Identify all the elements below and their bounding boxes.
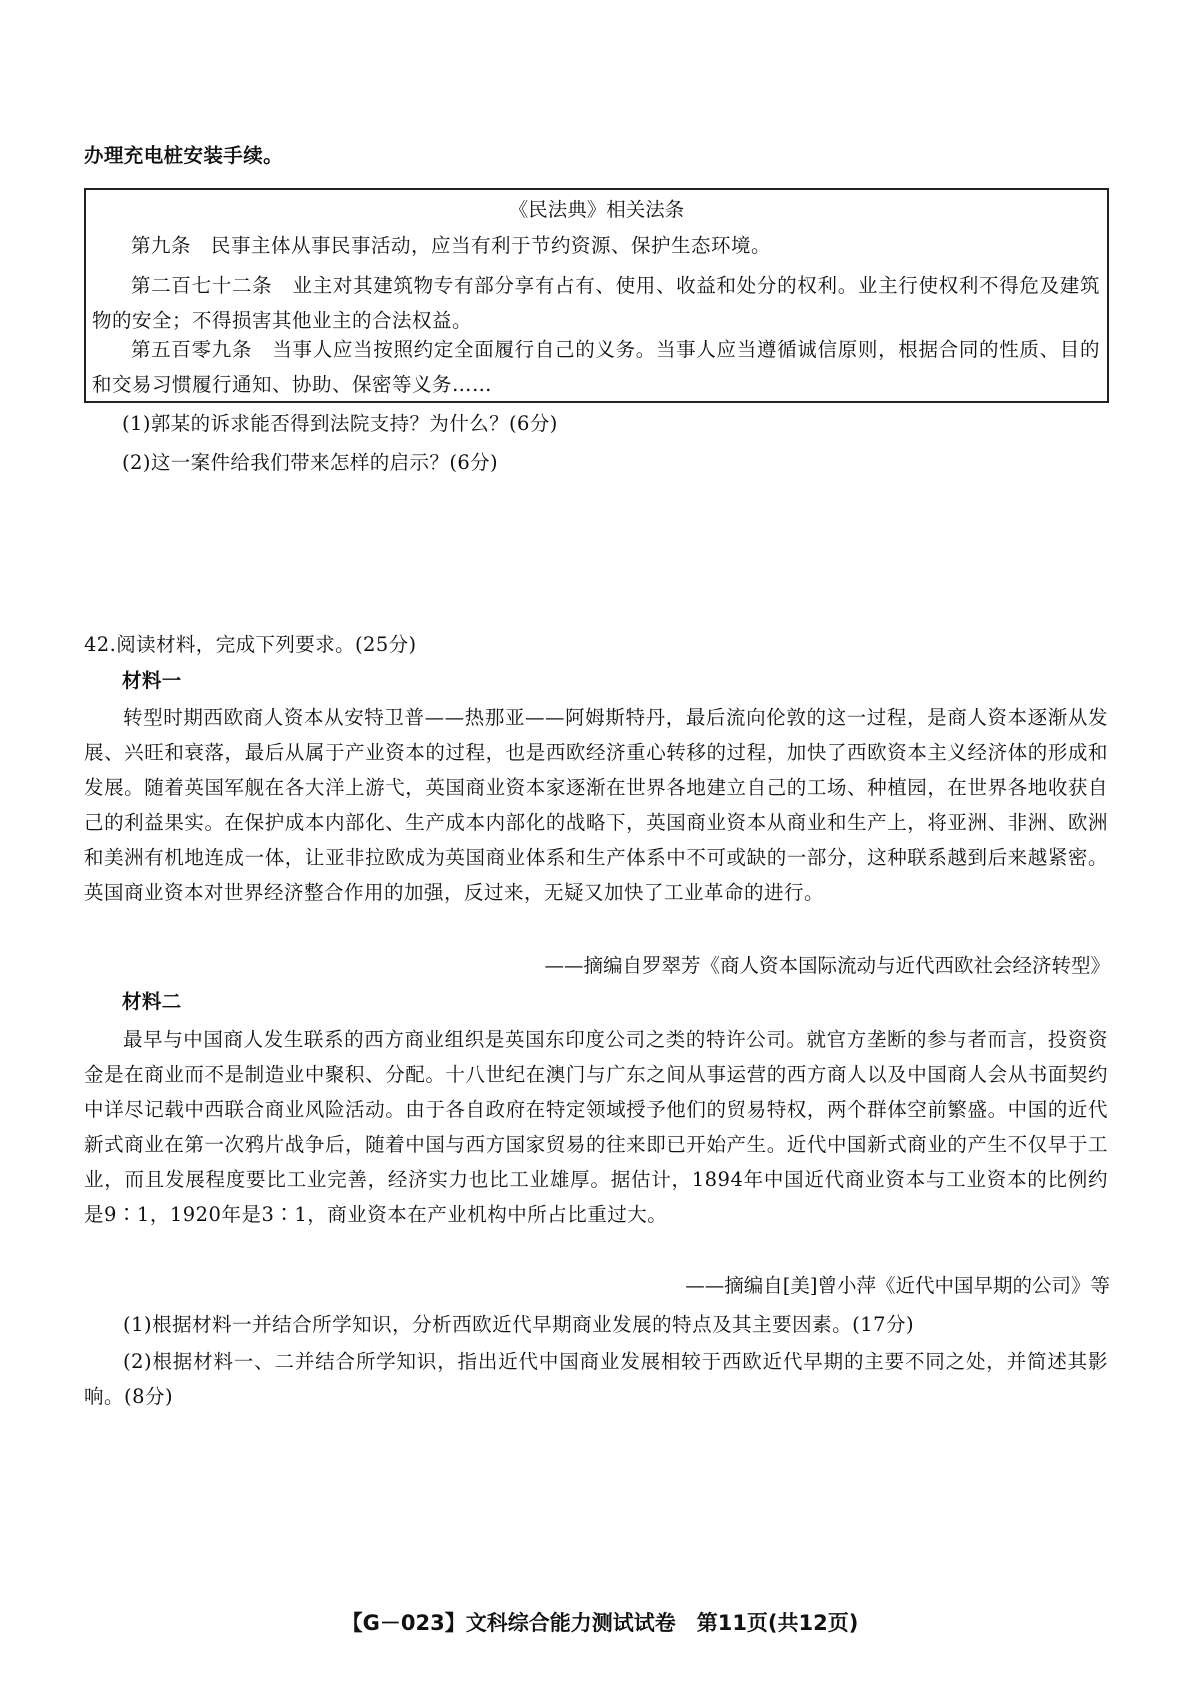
question-42-stem: 42.阅读材料，完成下列要求。(25分) [84,633,417,656]
material-1-source: ——摘编自罗翠芳《商人资本国际流动与近代西欧社会经济转型》 [544,954,1110,977]
material-2-source: ——摘编自[美]曾小萍《近代中国早期的公司》等 [685,1274,1110,1297]
material-1-text: 转型时期西欧商人资本从安特卫普——热那亚——阿姆斯特丹，最后流向伦敦的这一过程，是商人资本逐渐从发展、兴旺和衰落，最后从属于产业资本的过程，也是西欧经济重心转移的过程，加快了西欧资本主义经济体的形成和发展。随着英国军舰在各大洋上游弋，英国商业资本家逐渐在世界各地建立自己的工场、种植园，在世界各地收获自己的利益果实。在保护成本内部化、生产成本内部化的战略下，英国商业资本从商业和生产上，将亚洲、非洲、欧洲和美洲有机地连成一体，让亚非拉欧成为英国商业体系和生产体系中不可或缺的一部分，这种联系越到后来越紧密。英国商业资本对世界经济整合作用的加强，反过来，无疑又加快了工业革命的进行。 [84,706,1108,904]
question-42-sub1: (1)根据材料一并结合所学知识，分析西欧近代早期商业发展的特点及其主要因素。(17分) [123,1313,915,1336]
page-footer: 【G－023】文科综合能力测试试卷 第11页(共12页) [341,1611,859,1635]
question-42-sub2: (2)根据材料一、二并结合所学知识，指出近代中国商业发展相较于西欧近代早期的主要不同之处，并简述其影响。(8分) [84,1350,1108,1408]
law-article: 第五百零九条 当事人应当按照约定全面履行自己的义务。当事人应当遵循诚信原则，根据合同的性质、目的和交易习惯履行通知、协助、保密等义务…… [92,338,1100,396]
law-box-title: 《民法典》相关法条 [508,198,685,221]
material-2-label: 材料二 [122,990,182,1013]
question-41-sub1: (1)郭某的诉求能否得到法院支持？为什么？(6分) [122,412,558,435]
top-line: 办理充电桩安装手续。 [84,144,284,167]
law-article: 第九条 民事主体从事民事活动，应当有利于节约资源、保护生态环境。 [131,234,772,257]
question-41-sub2: (2)这一案件给我们带来怎样的启示？(6分) [122,451,499,474]
law-articles-box [84,188,1109,403]
material-1-label: 材料一 [122,669,182,692]
material-2-text: 最早与中国商人发生联系的西方商业组织是英国东印度公司之类的特许公司。就官方垄断的参与者而言，投资资金是在商业而不是制造业中聚积、分配。十八世纪在澳门与广东之间从事运营的西方商人以及中国商人会从书面契约中详尽记载中西联合商业风险活动。由于各自政府在特定领域授予他们的贸易特权，两个群体空前繁盛。中国的近代新式商业在第一次鸦片战争后，随着中国与西方国家贸易的往来即已开始产生。近代中国新式商业的产生不仅早于工业，而且发展程度要比工业完善，经济实力也比工业雄厚。据估计，1894年中国近代商业资本与工业资本的比例约是9∶1，1920年是3∶1，商业资本在产业机构中所占比重过大。 [84,1028,1108,1226]
law-article: 第二百七十二条 业主对其建筑物专有部分享有占有、使用、收益和处分的权利。业主行使权利不得危及建筑物的安全；不得损害其他业主的合法权益。 [92,274,1100,332]
